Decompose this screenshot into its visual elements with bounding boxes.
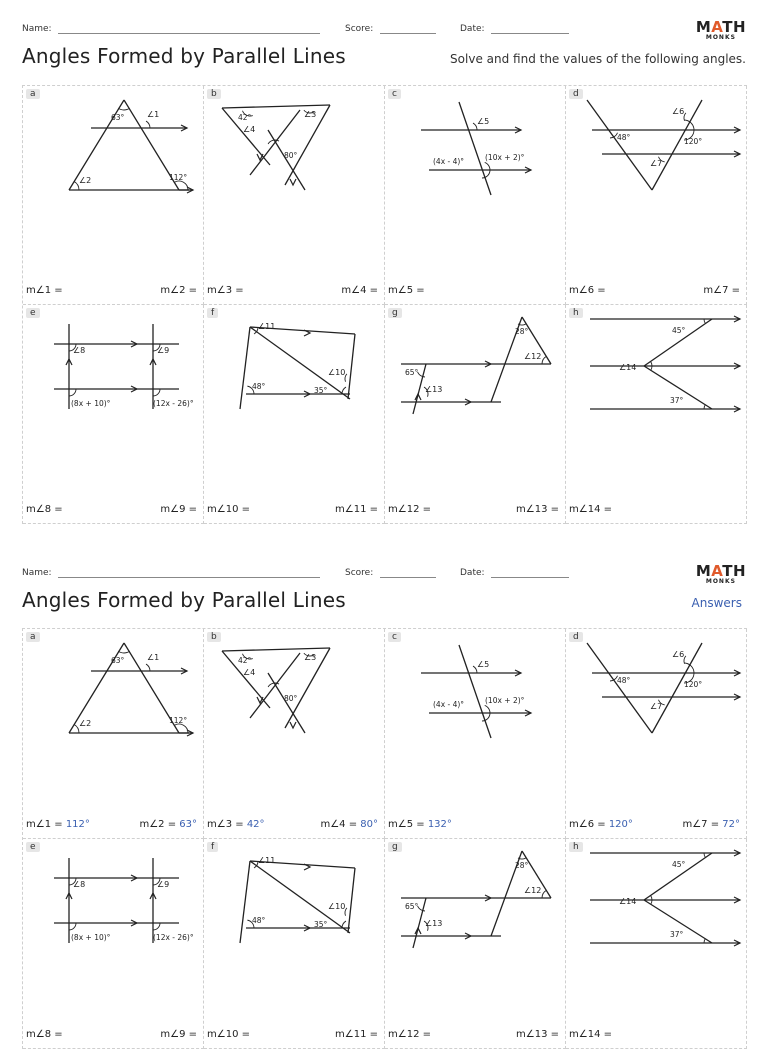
score-row: [345, 568, 436, 578]
math-monks-logo: [696, 562, 746, 585]
angle-13-label: ∠13: [425, 919, 443, 928]
name-label: Name:: [22, 24, 52, 34]
problem-cell-f: [204, 305, 385, 524]
problem-cell-e: [23, 839, 204, 1049]
angle-arc-63: [118, 108, 129, 110]
angle-10-label: ∠10: [328, 368, 346, 377]
answer-g-2[interactable]: [516, 504, 559, 515]
problem-cell-h: [566, 839, 747, 1049]
angle-arc-37: [704, 938, 705, 943]
angle-arc-expr-2: [153, 923, 160, 930]
answer-prompt: m∠11 =: [335, 504, 378, 515]
name-field[interactable]: [58, 568, 320, 578]
problem-cell-g: [385, 305, 566, 524]
angle-2-label: ∠2: [79, 176, 92, 185]
worksheet-2: [0, 544, 768, 1040]
angle-65-label: 65°: [405, 368, 419, 377]
answer-c-1[interactable]: [388, 285, 425, 296]
answer-d-1[interactable]: [569, 285, 606, 296]
angle-7-label: ∠7: [650, 159, 663, 168]
angle-8-label: ∠8: [73, 880, 86, 889]
score-field[interactable]: [380, 24, 436, 34]
angle-expr-1-label: (4x - 4)°: [433, 157, 465, 166]
angle-10-label: ∠10: [328, 902, 346, 911]
problem-cell-c: [385, 629, 566, 839]
angle-48-label: 48°: [252, 916, 266, 925]
score-field[interactable]: [380, 568, 436, 578]
angle-7-label: ∠7: [650, 702, 663, 711]
diagram-g: [385, 305, 566, 445]
answer-b-1[interactable]: [207, 285, 244, 296]
angle-45-label: 45°: [672, 326, 686, 335]
problem-label: b: [207, 632, 221, 642]
answer-prompt: m∠3 =: [207, 819, 247, 830]
angle-expr-1-label: (4x - 4)°: [433, 700, 465, 709]
angle-3-label: ∠3: [304, 110, 317, 119]
problem-label: f: [207, 308, 218, 318]
answer-f-2[interactable]: [335, 1029, 378, 1040]
angle-8-label: ∠8: [73, 346, 86, 355]
score-row: [345, 24, 436, 34]
angle-expr-2-label: (10x + 2)°: [485, 153, 525, 162]
answer-d-2[interactable]: [682, 819, 740, 830]
answer-b-1[interactable]: [207, 819, 265, 830]
date-row: [460, 568, 569, 578]
angle-arc-expr-2: [153, 389, 160, 396]
answer-prompt: m∠6 =: [569, 819, 609, 830]
score-label: Score:: [345, 24, 374, 34]
answer-prompt: m∠12 =: [388, 504, 431, 515]
answer-prompt: m∠4 =: [341, 285, 378, 296]
worksheet-1: [0, 0, 768, 524]
answer-prompt: m∠7 =: [703, 285, 740, 296]
angle-1-label: ∠1: [147, 653, 160, 662]
angle-6-label: ∠6: [672, 107, 685, 116]
diagram-h: [566, 839, 747, 979]
diagram-c: [385, 86, 566, 226]
angle-11-label: ∠11: [258, 322, 276, 331]
answer-g-1[interactable]: [388, 504, 431, 515]
angle-5-label: ∠5: [477, 660, 490, 669]
answer-prompt: m∠12 =: [388, 1029, 431, 1040]
problem-label: f: [207, 842, 218, 852]
answer-prompt: m∠6 =: [569, 285, 606, 296]
answer-value: 120°: [608, 819, 633, 830]
answer-prompt: m∠8 =: [26, 1029, 63, 1040]
logo-line2: MONKS: [705, 34, 736, 41]
answer-e-2[interactable]: [160, 504, 197, 515]
angle-arc-28: [518, 324, 526, 325]
name-label: Name:: [22, 568, 52, 578]
angle-112-label: 112°: [169, 173, 188, 182]
answer-e-1[interactable]: [26, 1029, 63, 1040]
angle-2-label: ∠2: [79, 719, 92, 728]
answer-f-1[interactable]: [207, 504, 250, 515]
left-line: [240, 327, 250, 409]
angle-expr-1-label: (8x + 10)°: [71, 933, 111, 942]
date-field[interactable]: [491, 568, 569, 578]
angle-expr-2-label: (12x - 26)°: [153, 399, 194, 408]
angle-13-label: ∠13: [425, 385, 443, 394]
problem-label: h: [569, 842, 583, 852]
left-line: [240, 861, 250, 943]
answer-a-1[interactable]: [26, 285, 63, 296]
angle-1-label: ∠1: [147, 110, 160, 119]
transversal: [459, 645, 491, 738]
answer-prompt: m∠14 =: [569, 1029, 612, 1040]
angle-12-label: ∠12: [524, 352, 542, 361]
problem-label: a: [26, 632, 40, 642]
problem-label: c: [388, 89, 401, 99]
angle-arc-45: [704, 319, 705, 324]
angle-35-label: 35°: [314, 920, 328, 929]
angle-arc-12: [542, 356, 547, 364]
problem-cell-d: [566, 86, 747, 305]
angle-37-label: 37°: [670, 396, 684, 405]
angle-9-label: ∠9: [157, 346, 170, 355]
problem-cell-h: [566, 305, 747, 524]
right-line: [348, 334, 355, 399]
answer-prompt: m∠13 =: [516, 504, 559, 515]
top-line: [222, 105, 330, 108]
diagram-a: [23, 86, 204, 226]
problem-label: g: [388, 308, 402, 318]
problem-label: g: [388, 842, 402, 852]
angle-14-label: ∠14: [619, 897, 637, 906]
date-row: [460, 24, 569, 34]
answer-f-1[interactable]: [207, 1029, 250, 1040]
angle-48-label: 48°: [252, 382, 266, 391]
answer-c-1[interactable]: [388, 819, 452, 830]
angle-12-label: ∠12: [524, 886, 542, 895]
answer-prompt: m∠5 =: [388, 285, 425, 296]
angle-4-label: ∠4: [243, 668, 256, 677]
top-line: [222, 648, 330, 651]
answer-value: 80°: [360, 819, 378, 830]
angle-arc-12: [542, 890, 547, 898]
date-label: Date:: [460, 24, 485, 34]
answer-prompt: m∠9 =: [160, 504, 197, 515]
angle-42-label: 42°: [238, 656, 252, 665]
angle-4-label: ∠4: [243, 125, 256, 134]
angle-arc-28: [518, 858, 526, 859]
angle-5-label: ∠5: [477, 117, 490, 126]
diagram-f: [204, 305, 385, 445]
name-row: [22, 24, 320, 34]
answer-value: 63°: [179, 819, 197, 830]
answer-f-2[interactable]: [335, 504, 378, 515]
answer-a-2[interactable]: [160, 285, 197, 296]
logo-line1: MATH: [695, 562, 746, 580]
logo-line1: MATH: [695, 18, 746, 36]
angle-arc-1: [146, 664, 150, 671]
answer-g-2[interactable]: [516, 1029, 559, 1040]
angle-6-label: ∠6: [672, 650, 685, 659]
angle-120-label: 120°: [684, 680, 703, 689]
angle-3-label: ∠3: [304, 653, 317, 662]
answer-prompt: m∠9 =: [160, 1029, 197, 1040]
answer-g-1[interactable]: [388, 1029, 431, 1040]
angle-28-label: 28°: [515, 861, 529, 870]
math-monks-logo: [696, 18, 746, 41]
answer-prompt: m∠13 =: [516, 1029, 559, 1040]
answer-b-2[interactable]: [341, 285, 378, 296]
transversal-left: [587, 100, 652, 190]
angle-65-label: 65°: [405, 902, 419, 911]
angle-arc-63: [118, 651, 129, 653]
angle-63-label: 63°: [111, 113, 125, 122]
date-field[interactable]: [491, 24, 569, 34]
answer-prompt: m∠11 =: [335, 1029, 378, 1040]
answer-a-1[interactable]: [26, 819, 90, 830]
answers-label: Answers: [691, 596, 742, 610]
angle-expr-2-label: (10x + 2)°: [485, 696, 525, 705]
answer-prompt: m∠10 =: [207, 504, 250, 515]
problem-cell-a: [23, 629, 204, 839]
angle-14-label: ∠14: [619, 363, 637, 372]
answer-d-2[interactable]: [703, 285, 740, 296]
answer-prompt: m∠5 =: [388, 819, 428, 830]
problem-cell-f: [204, 839, 385, 1049]
answer-e-2[interactable]: [160, 1029, 197, 1040]
page-title: Angles Formed by Parallel Lines: [22, 588, 346, 612]
angle-37-label: 37°: [670, 930, 684, 939]
arrow-marker: [290, 179, 296, 185]
answer-value: 72°: [722, 819, 740, 830]
answer-prompt: m∠2 =: [139, 819, 180, 830]
angle-80-label: 80°: [284, 694, 298, 703]
angle-arc-expr-1: [69, 923, 76, 930]
angle-63-label: 63°: [111, 656, 125, 665]
angle-35-label: 35°: [314, 386, 328, 395]
problem-label: b: [207, 89, 221, 99]
diagram-g: [385, 839, 566, 979]
angle-48-label: 48°: [617, 133, 631, 142]
angle-arc-45: [704, 853, 705, 858]
name-field[interactable]: [58, 24, 320, 34]
angle-arc-1: [146, 121, 150, 128]
name-row: [22, 568, 320, 578]
problem-cell-c: [385, 86, 566, 305]
answer-h-1[interactable]: [569, 504, 612, 515]
transversal: [459, 102, 491, 195]
problem-label: d: [569, 89, 583, 99]
answer-prompt: m∠7 =: [682, 819, 723, 830]
answer-a-2[interactable]: [139, 819, 197, 830]
diagram-h: [566, 305, 747, 445]
angle-expr-2-label: (12x - 26)°: [153, 933, 194, 942]
angle-expr-1-label: (8x + 10)°: [71, 399, 111, 408]
answer-prompt: m∠3 =: [207, 285, 244, 296]
angle-28-label: 28°: [515, 327, 529, 336]
answer-value: 42°: [246, 819, 265, 830]
answer-prompt: m∠1 =: [26, 285, 63, 296]
answer-prompt: m∠8 =: [26, 504, 63, 515]
angle-9-label: ∠9: [157, 880, 170, 889]
angle-11-label: ∠11: [258, 856, 276, 865]
score-label: Score:: [345, 568, 374, 578]
right-line: [348, 868, 355, 933]
diagram-f: [204, 839, 385, 979]
problem-label: e: [26, 842, 40, 852]
angle-120-label: 120°: [684, 137, 703, 146]
problem-label: e: [26, 308, 40, 318]
diagram-e: [23, 305, 204, 445]
diagram-e: [23, 839, 204, 979]
diagram-b: [204, 86, 385, 226]
diagram-b: [204, 629, 385, 769]
arrow-marker: [290, 722, 296, 728]
angle-45-label: 45°: [672, 860, 686, 869]
problem-cell-a: [23, 86, 204, 305]
problem-cell-b: [204, 86, 385, 305]
angle-42-label: 42°: [238, 113, 252, 122]
problem-label: h: [569, 308, 583, 318]
problem-label: a: [26, 89, 40, 99]
problem-cell-d: [566, 629, 747, 839]
angle-48-label: 48°: [617, 676, 631, 685]
page-title: Angles Formed by Parallel Lines: [22, 44, 346, 68]
answer-b-2[interactable]: [320, 819, 378, 830]
problem-label: d: [569, 632, 583, 642]
answer-prompt: m∠2 =: [160, 285, 197, 296]
angle-112-label: 112°: [169, 716, 188, 725]
diagram-c: [385, 629, 566, 769]
transversal-left: [587, 643, 652, 733]
problem-cell-g: [385, 839, 566, 1049]
angle-arc-6: [684, 656, 686, 664]
angle-arc-6: [684, 113, 686, 121]
problem-cell-b: [204, 629, 385, 839]
angle-80-label: 80°: [284, 151, 298, 160]
answer-e-1[interactable]: [26, 504, 63, 515]
answer-d-1[interactable]: [569, 819, 633, 830]
answer-value: 112°: [65, 819, 90, 830]
diagram-d: [566, 629, 747, 769]
diagram-a: [23, 629, 204, 769]
instructions: Solve and find the values of the following angles.: [450, 52, 746, 66]
answer-prompt: m∠14 =: [569, 504, 612, 515]
answer-prompt: m∠1 =: [26, 819, 66, 830]
problem-grid: [22, 85, 747, 524]
answer-h-1[interactable]: [569, 1029, 612, 1040]
answer-value: 132°: [427, 819, 452, 830]
angle-arc-expr-1: [69, 389, 76, 396]
angle-arc-37: [704, 404, 705, 409]
problem-cell-e: [23, 305, 204, 524]
problem-grid: [22, 628, 747, 1049]
diagram-d: [566, 86, 747, 226]
date-label: Date:: [460, 568, 485, 578]
logo-line2: MONKS: [705, 578, 736, 585]
answer-prompt: m∠4 =: [320, 819, 361, 830]
answer-prompt: m∠10 =: [207, 1029, 250, 1040]
problem-label: c: [388, 632, 401, 642]
